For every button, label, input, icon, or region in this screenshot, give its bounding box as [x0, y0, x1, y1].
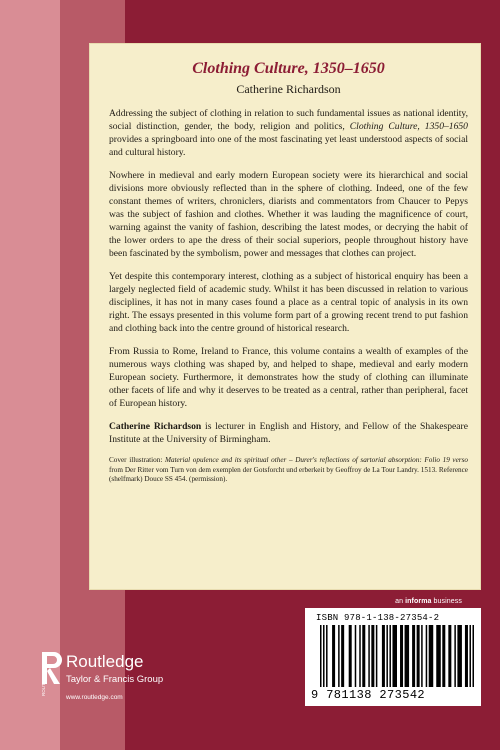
barcode-bar: [382, 625, 385, 687]
informa-brand: informa: [405, 598, 432, 605]
isbn-label: ISBN 978-1-138-27354-2: [316, 613, 440, 623]
barcode-bar: [436, 625, 441, 687]
blurb-p1-text-b: provides a springboard into one of the most fascinating yet least understood aspects of social and cultural history.: [109, 134, 468, 158]
cover-note-suffix: from Der Ritter vom Turn von dem exemplen der Gotsforcht und erberkeit by Geoffroy de La Tour Landry. 1513. Reference (shelfmark) Douce SS 454. (permission).: [109, 465, 468, 484]
barcode-digits: 9 781138 273542: [311, 688, 426, 702]
barcode-bar: [465, 625, 468, 687]
blurb-p1-text-a: Addressing the subject of clothing in relation to such fundamental issues as national identity, social distinction, gender, the body, religion and politics,: [109, 108, 468, 132]
barcode-bar: [389, 625, 391, 687]
background-left-band: [0, 0, 60, 750]
informa-suffix: business: [431, 598, 462, 605]
author-name: Catherine Richardson: [236, 82, 341, 96]
barcode-bar: [442, 625, 445, 687]
barcode-bar: [341, 625, 344, 687]
barcode-bar: [355, 625, 357, 687]
routledge-vertical-label: ROUTLEDGE: [41, 667, 46, 696]
barcode-bar: [457, 625, 462, 687]
barcode-bar: [454, 625, 456, 687]
barcode-bar: [448, 625, 451, 687]
routledge-logo: [40, 650, 240, 710]
barcode-bar: [376, 625, 378, 687]
informa-tagline: [395, 598, 462, 605]
barcode-bar: [338, 625, 340, 687]
blurb-paragraph-4: From Russia to Rome, Ireland to France, this volume contains a wealth of examples of the numerous ways clothing was shaped by, and helped to shape, medieval and early modern European society. Furthermore, it demonstrates how the study of clothing can illuminate other facets of life and why it deserves to be treated as a central, rather than peripheral, facet of European history.: [109, 346, 468, 409]
blurb-paragraph-3: Yet despite this contemporary interest, clothing as a subject of historical enquiry has been a largely neglected field of academic study. Whilst it has been discussed in relation to various disciplines, it has not in many cases found a place as a central topic of analysis in its own right. The essays presented in this volume form part of a growing recent trend to put fashion and clothing back into the centre ground of historical research.: [109, 271, 468, 334]
barcode-bar: [392, 625, 397, 687]
barcode-bar: [412, 625, 415, 687]
informa-prefix: an: [395, 598, 406, 605]
bio-text: is lecturer in English and History, and Fellow of the Shakespeare Institute at the University of Birmingham.: [109, 421, 468, 445]
barcode-bar: [386, 625, 388, 687]
barcode-bar: [405, 625, 410, 687]
cover-illustration-note: [109, 456, 468, 485]
cover-note-prefix: Cover illustration:: [109, 456, 165, 464]
bio-author-name: Catherine Richardson: [109, 421, 202, 432]
barcode-bar: [362, 625, 365, 687]
book-title: Clothing Culture, 1350–1650: [192, 60, 385, 77]
barcode-bar: [323, 625, 325, 687]
blurb-paragraph-1: [109, 107, 468, 159]
publisher-group: Taylor & Francis Group: [66, 674, 164, 685]
blurb-p1-title: Clothing Culture, 1350–1650: [349, 121, 468, 132]
barcode-bar: [332, 625, 335, 687]
barcode-bar: [359, 625, 361, 687]
barcode-bar: [349, 625, 352, 687]
barcode-bar: [429, 625, 434, 687]
barcode-bar: [469, 625, 471, 687]
barcode-bar: [421, 625, 423, 687]
panel-content: [109, 59, 468, 485]
barcode-bar: [472, 625, 474, 687]
barcode-bar: [400, 625, 403, 687]
barcode-bars: [318, 625, 476, 687]
cover-note-italic: Material opulence and its spiritual other – Durer's reflections of sartorial absorption: Folio 19 verso: [164, 456, 468, 464]
publisher-name: Routledge: [66, 652, 144, 671]
publisher-url[interactable]: www.routledge.com: [66, 694, 123, 701]
author-bio: [109, 420, 468, 446]
blurb-paragraph-2: Nowhere in medieval and early modern European society were its hierarchical and social divisions more obviously reflected than in the sphere of clothing. Indeed, one of the few constant themes of writers, chroniclers, diarists and commentators from Chaucer to Pepys was the subject of fashion and clothes. Whether it was lauding the magnificence of court, warning against the vanity of fashion, describing the latest modes, or decrying the habit of the lower orders to ape the dress of their social superiors, people throughout history have been fascinated by the symbolism, power and messages that clothes can project.: [109, 170, 468, 259]
barcode-bar: [368, 625, 370, 687]
barcode-bar: [426, 625, 428, 687]
barcode-bar: [417, 625, 420, 687]
barcode-bar: [320, 625, 322, 687]
barcode-bar: [371, 625, 374, 687]
barcode-bar: [326, 625, 328, 687]
